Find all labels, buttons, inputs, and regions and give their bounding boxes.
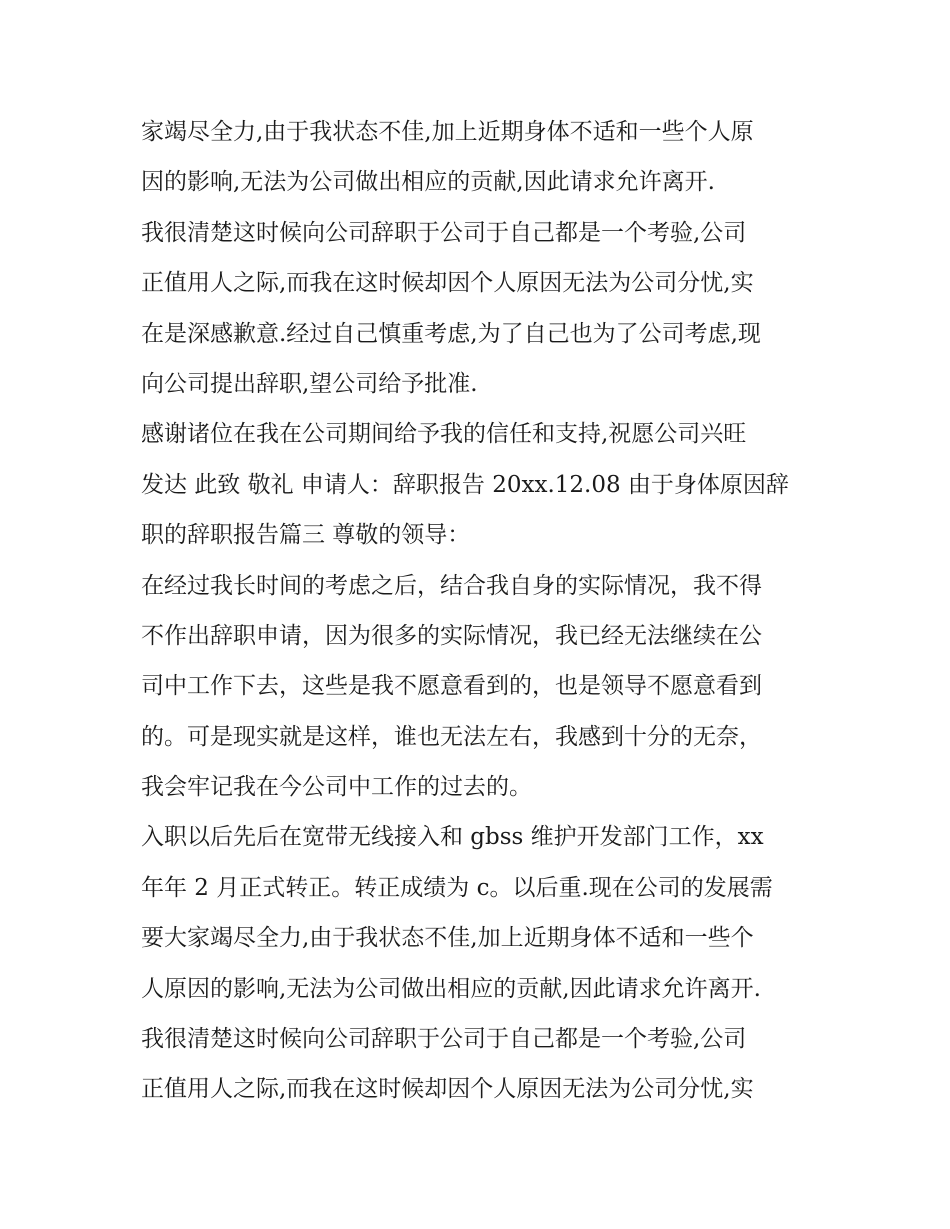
text-line: 发达 此致 敬礼 申请人：辞职报告 20xx.12.08 由于身体原因辞 <box>141 471 789 498</box>
text-line: 正值用人之际,而我在这时候却因个人原因无法为公司分忧,实 <box>141 1076 754 1103</box>
text-line: 的。可是现实就是这样，谁也无法左右，我感到十分的无奈， <box>141 723 762 750</box>
text-line: 人原因的影响,无法为公司做出相应的贡献,因此请求允许离开. <box>141 975 761 1002</box>
text-line: 职的辞职报告篇三 尊敬的领导： <box>141 522 471 549</box>
text-line: 入职以后先后在宽带无线接入和 gbss 维护开发部门工作，xx <box>141 824 764 851</box>
text-line: 年年 2 月正式转正。转正成绩为 c。以后重.现在公司的发展需 <box>141 874 773 901</box>
text-line: 向公司提出辞职,望公司给予批准. <box>141 370 478 397</box>
text-line: 在是深感歉意.经过自己慎重考虑,为了自己也为了公司考虑,现 <box>141 320 761 347</box>
text-line: 我很清楚这时候向公司辞职于公司于自己都是一个考验,公司 <box>141 219 747 246</box>
text-line: 正值用人之际,而我在这时候却因个人原因无法为公司分忧,实 <box>141 270 754 297</box>
text-line: 要大家竭尽全力,由于我状态不佳,加上近期身体不适和一些个 <box>141 925 754 952</box>
text-line: 我会牢记我在今公司中工作的过去的。 <box>141 774 532 801</box>
text-line: 我很清楚这时候向公司辞职于公司于自己都是一个考验,公司 <box>141 1026 747 1053</box>
text-line: 因的影响,无法为公司做出相应的贡献,因此请求允许离开. <box>141 169 715 196</box>
text-line: 感谢诸位在我在公司期间给予我的信任和支持,祝愿公司兴旺 <box>141 421 747 448</box>
text-line: 不作出辞职申请，因为很多的实际情况，我已经无法继续在公 <box>141 622 762 649</box>
text-line: 家竭尽全力,由于我状态不佳,加上近期身体不适和一些个人原 <box>141 119 754 145</box>
text-line: 司中工作下去，这些是我不愿意看到的，也是领导不愿意看到 <box>141 673 762 700</box>
text-line: 在经过我长时间的考虑之后，结合我自身的实际情况，我不得 <box>141 572 762 599</box>
document-body <box>141 107 821 1115</box>
